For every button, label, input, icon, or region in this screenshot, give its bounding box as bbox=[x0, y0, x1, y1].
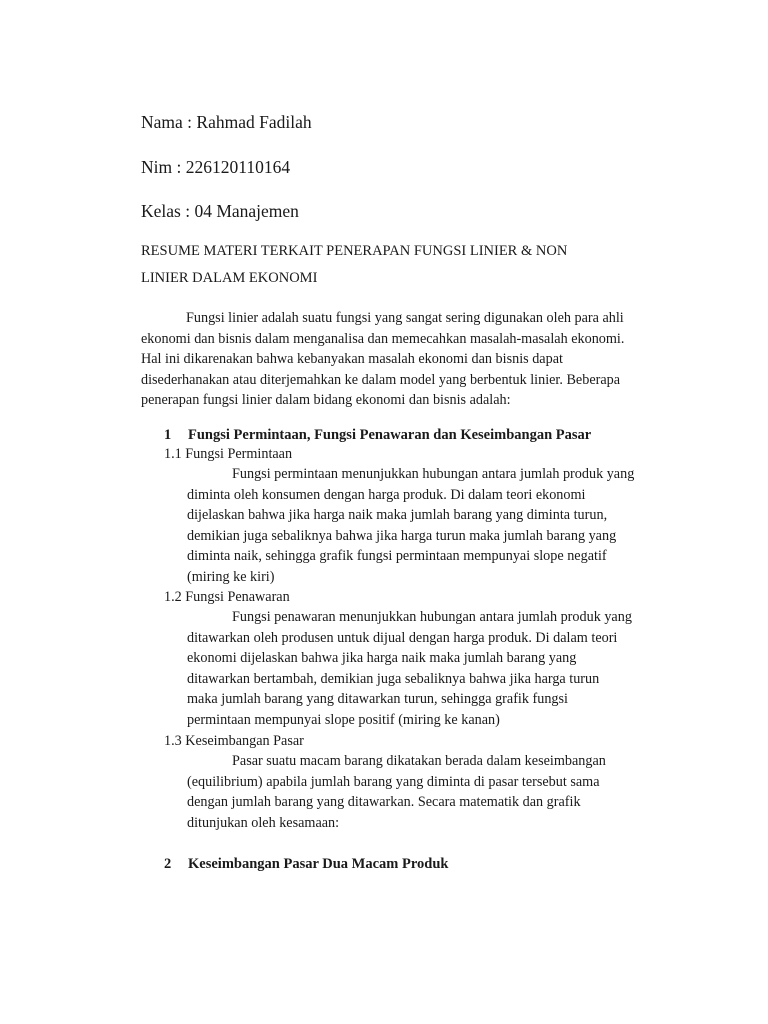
document-title bbox=[141, 238, 641, 292]
title-line: LINIER DALAM EKONOMI bbox=[141, 270, 318, 286]
paragraph-line: demikian juga sebaliknya bahwa jika harga turun maka jumlah barang yang bbox=[187, 527, 617, 544]
subsection-body-1-1 bbox=[187, 464, 667, 588]
paragraph-line: diminta oleh konsumen dengan harga produk. Di dalam teori ekonomi bbox=[187, 486, 586, 503]
paragraph-line: ditawarkan bertambah, demikian juga sebaliknya bahwa jika harga turun bbox=[187, 670, 600, 687]
paragraph-line: (equilibrium) apabila jumlah barang yang diminta di pasar tersebut sama bbox=[187, 773, 600, 790]
paragraph-line: ekonomi dan bisnis dalam menganalisa dan memecahkan masalah-masalah ekonomi. bbox=[141, 330, 625, 347]
paragraph-line: Fungsi permintaan menunjukkan hubungan antara jumlah produk yang bbox=[232, 466, 635, 482]
paragraph-line: ditunjukan oleh kesamaan: bbox=[187, 814, 340, 831]
paragraph-line: diminta naik, sehingga grafik fungsi permintaan mempunyai slope negatif bbox=[187, 548, 607, 565]
student-nim: Nim : 226120110164 bbox=[141, 157, 291, 177]
paragraph-line: disederhanakan atau diterjemahkan ke dalam model yang berbentuk linier. Beberapa bbox=[141, 371, 621, 388]
student-class: Kelas : 04 Manajemen bbox=[141, 201, 299, 221]
paragraph-line: dijelaskan bahwa jika harga naik maka jumlah barang yang diminta turun, bbox=[187, 507, 608, 524]
section-number: 1 bbox=[164, 427, 172, 443]
section-heading-1 bbox=[164, 425, 591, 445]
paragraph-line: Pasar suatu macam barang dikatakan berada dalam keseimbangan bbox=[232, 753, 606, 769]
paragraph-line: ekonomi dijelaskan bahwa jika harga naik maka jumlah barang yang bbox=[187, 650, 577, 667]
paragraph-line: Fungsi penawaran menunjukkan hubungan antara jumlah produk yang bbox=[232, 609, 632, 625]
title-line: RESUME MATERI TERKAIT PENERAPAN FUNGSI LINIER & NON bbox=[141, 243, 568, 259]
paragraph-line: penerapan fungsi linier dalam bidang ekonomi dan bisnis adalah: bbox=[141, 392, 511, 409]
subsection-label-1-1: 1.1 Fungsi Permintaan bbox=[164, 446, 293, 462]
paragraph-line: (miring ke kiri) bbox=[187, 568, 275, 585]
section-title: Fungsi Permintaan, Fungsi Penawaran dan Keseimbangan Pasar bbox=[188, 427, 592, 443]
paragraph-line: maka jumlah barang yang ditawarkan turun, sehingga grafik fungsi bbox=[187, 691, 568, 708]
subsection-body-1-2 bbox=[187, 607, 667, 731]
subsection-label-1-3: 1.3 Keseimbangan Pasar bbox=[164, 733, 304, 749]
student-name: Nama : Rahmad Fadilah bbox=[141, 112, 312, 132]
section-heading-2 bbox=[164, 854, 448, 874]
paragraph-line: Fungsi linier adalah suatu fungsi yang sangat sering digunakan oleh para ahli bbox=[186, 310, 624, 326]
intro-paragraph bbox=[141, 308, 661, 411]
subsection-body-1-3 bbox=[187, 751, 667, 833]
section-title: Keseimbangan Pasar Dua Macam Produk bbox=[188, 856, 449, 872]
paragraph-line: dengan jumlah barang yang ditawarkan. Secara matematik dan grafik bbox=[187, 794, 581, 811]
paragraph-line: permintaan mempunyai slope positif (miring ke kanan) bbox=[187, 711, 500, 728]
paragraph-line: ditawarkan oleh produsen untuk dijual dengan harga produk. Di dalam teori bbox=[187, 629, 618, 646]
paragraph-line: Hal ini dikarenakan bahwa kebanyakan masalah ekonomi dan bisnis dapat bbox=[141, 351, 563, 368]
subsection-label-1-2: 1.2 Fungsi Penawaran bbox=[164, 589, 290, 605]
section-number: 2 bbox=[164, 856, 172, 872]
